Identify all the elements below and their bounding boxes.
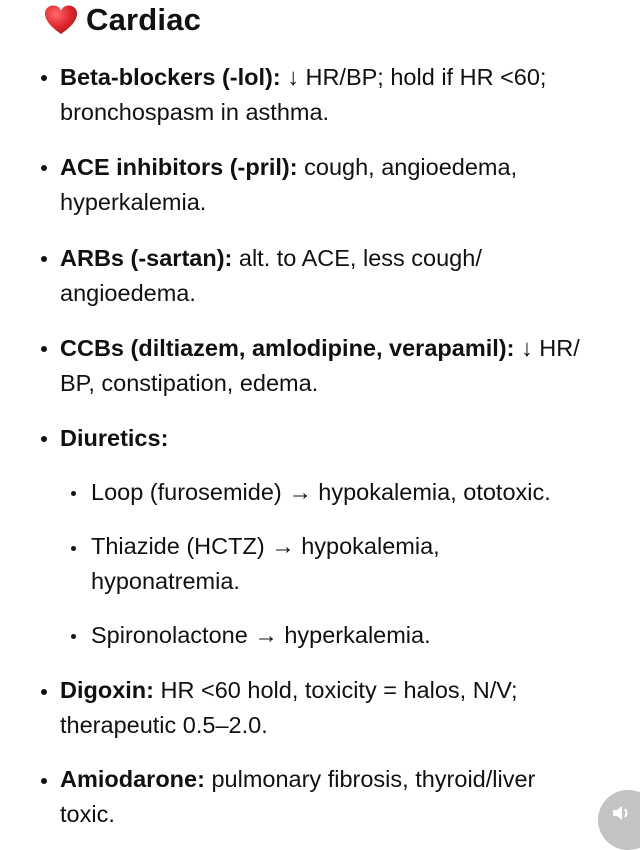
list-item-line <box>60 673 518 708</box>
term-description: BP, constipation, edema. <box>60 370 319 396</box>
term-label: Digoxin: <box>60 677 154 703</box>
list-item-line <box>60 150 517 185</box>
sub-list-item-line <box>91 475 551 510</box>
term-label: ARBs (-sartan): <box>60 245 233 271</box>
sub-bullet-point <box>71 491 76 496</box>
term-description: therapeutic 0.5–2.0. <box>60 712 268 738</box>
bullet-point <box>41 346 47 352</box>
bullet-point <box>41 165 47 171</box>
term-label: Amiodarone: <box>60 766 205 792</box>
list-item-line <box>60 762 535 797</box>
sub-list-item-line <box>91 618 431 653</box>
term-description: pulmonary fibrosis, thyroid/liver <box>204 766 536 792</box>
term-description: Spironolactone → hyperkalemia. <box>91 622 431 648</box>
term-description: HR <60 hold, toxicity = halos, N/V; <box>154 677 518 703</box>
list-item-line <box>60 185 206 220</box>
audio-button[interactable] <box>598 790 640 850</box>
speaker-icon <box>610 802 632 824</box>
term-description: Thiazide (HCTZ) → hypokalemia, <box>91 533 440 559</box>
list-item-line <box>60 276 196 311</box>
term-description: hyponatremia. <box>91 568 240 594</box>
bullet-point <box>41 75 47 81</box>
list-item-line <box>60 60 546 95</box>
list-item-line <box>60 421 168 456</box>
term-description: cough, angioedema, <box>297 154 518 180</box>
list-item-line <box>60 95 329 130</box>
sub-bullet-point <box>71 546 76 551</box>
sub-list-item-line <box>91 564 240 599</box>
bullet-point <box>41 778 47 784</box>
term-label: CCBs (diltiazem, amlodipine, verapamil): <box>60 335 515 361</box>
term-label: ACE inhibitors (-pril): <box>60 154 298 180</box>
list-item-line <box>60 366 318 401</box>
term-description: ↓ HR/BP; hold if HR <60; <box>280 64 547 90</box>
term-description: ↓ HR/ <box>514 335 580 361</box>
heart-icon <box>44 4 78 36</box>
term-description: toxic. <box>60 801 115 827</box>
term-description: angioedema. <box>60 280 196 306</box>
term-description: hyperkalemia. <box>60 189 207 215</box>
list-item-line <box>60 241 482 276</box>
list-item-line <box>60 708 268 743</box>
list-item-line <box>60 331 580 366</box>
term-description: alt. to ACE, less cough/ <box>232 245 482 271</box>
list-item-line <box>60 797 115 832</box>
term-description: Loop (furosemide) → hypokalemia, ototoxic. <box>91 479 551 505</box>
bullet-point <box>41 256 47 262</box>
sub-bullet-point <box>71 634 76 639</box>
bullet-point <box>41 436 47 442</box>
term-description: bronchospasm in asthma. <box>60 99 330 125</box>
section-heading <box>44 2 201 38</box>
term-label: Beta-blockers (-lol): <box>60 64 281 90</box>
term-label: Diuretics: <box>60 425 169 451</box>
page-title: Cardiac <box>86 2 202 37</box>
bullet-point <box>41 689 47 695</box>
sub-list-item-line <box>91 529 440 564</box>
